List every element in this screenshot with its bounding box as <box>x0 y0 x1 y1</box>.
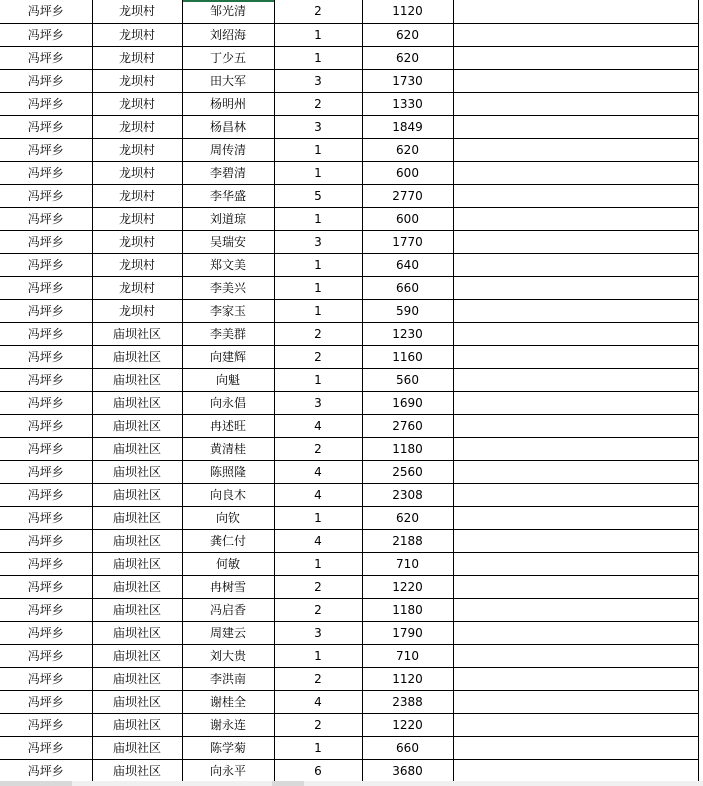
cell-township[interactable]: 冯坪乡 <box>0 184 92 207</box>
table-row <box>0 69 698 92</box>
cell-name[interactable]: 杨明州 <box>182 92 274 115</box>
cell-amount[interactable]: 1330 <box>362 92 453 115</box>
cell-name[interactable]: 陈照隆 <box>182 460 274 483</box>
cell-empty[interactable] <box>453 230 698 253</box>
cell-empty[interactable] <box>453 276 698 299</box>
cell-township[interactable]: 冯坪乡 <box>0 391 92 414</box>
table-row <box>0 713 698 736</box>
cell-amount[interactable]: 1120 <box>362 0 453 23</box>
cell-empty[interactable] <box>453 115 698 138</box>
cell-amount[interactable]: 2308 <box>362 483 453 506</box>
cell-township[interactable]: 冯坪乡 <box>0 23 92 46</box>
cell-count[interactable]: 1 <box>274 506 362 529</box>
cell-empty[interactable] <box>453 598 698 621</box>
cell-empty[interactable] <box>453 667 698 690</box>
cell-empty[interactable] <box>453 621 698 644</box>
cell-village[interactable]: 龙坝村 <box>92 46 182 69</box>
cell-amount[interactable]: 710 <box>362 552 453 575</box>
cell-amount[interactable]: 2560 <box>362 460 453 483</box>
cell-township[interactable]: 冯坪乡 <box>0 368 92 391</box>
cell-township[interactable]: 冯坪乡 <box>0 759 92 782</box>
cell-name[interactable]: 黄清桂 <box>182 437 274 460</box>
cell-name[interactable]: 丁少五 <box>182 46 274 69</box>
cell-empty[interactable] <box>453 506 698 529</box>
cell-village[interactable]: 龙坝村 <box>92 69 182 92</box>
cell-township[interactable]: 冯坪乡 <box>0 115 92 138</box>
table-row <box>0 391 698 414</box>
table-row <box>0 759 698 782</box>
cell-count[interactable]: 4 <box>274 690 362 713</box>
cell-count[interactable]: 2 <box>274 713 362 736</box>
cell-village[interactable]: 庙坝社区 <box>92 345 182 368</box>
cell-amount[interactable]: 1690 <box>362 391 453 414</box>
table-row <box>0 299 698 322</box>
cell-amount[interactable]: 2760 <box>362 414 453 437</box>
table-row <box>0 736 698 759</box>
cell-amount[interactable]: 620 <box>362 138 453 161</box>
cell-village[interactable]: 龙坝村 <box>92 0 182 23</box>
cell-count[interactable]: 2 <box>274 0 362 23</box>
horizontal-scrollbar[interactable] <box>0 781 703 786</box>
table-row <box>0 345 698 368</box>
cell-village[interactable]: 庙坝社区 <box>92 552 182 575</box>
cell-name[interactable]: 冉述旺 <box>182 414 274 437</box>
cell-count[interactable]: 2 <box>274 598 362 621</box>
cell-village[interactable]: 庙坝社区 <box>92 598 182 621</box>
cell-village[interactable]: 庙坝社区 <box>92 529 182 552</box>
cell-township[interactable]: 冯坪乡 <box>0 667 92 690</box>
cell-amount[interactable]: 1180 <box>362 598 453 621</box>
cell-empty[interactable] <box>453 690 698 713</box>
cell-name[interactable]: 刘大贵 <box>182 644 274 667</box>
cell-count[interactable]: 1 <box>274 552 362 575</box>
cell-empty[interactable] <box>453 759 698 782</box>
cell-count[interactable]: 6 <box>274 759 362 782</box>
cell-count[interactable]: 3 <box>274 391 362 414</box>
table-row <box>0 92 698 115</box>
cell-village[interactable]: 庙坝社区 <box>92 644 182 667</box>
table-row <box>0 0 698 23</box>
cell-township[interactable]: 冯坪乡 <box>0 437 92 460</box>
cell-count[interactable]: 1 <box>274 736 362 759</box>
cell-village[interactable]: 龙坝村 <box>92 92 182 115</box>
cell-name[interactable]: 李碧清 <box>182 161 274 184</box>
cell-name[interactable]: 邹光清 <box>182 0 274 23</box>
table-row <box>0 23 698 46</box>
cell-empty[interactable] <box>453 575 698 598</box>
cell-village[interactable]: 庙坝社区 <box>92 506 182 529</box>
cell-name[interactable]: 郑文美 <box>182 253 274 276</box>
cell-empty[interactable] <box>453 322 698 345</box>
cell-name[interactable]: 向魁 <box>182 368 274 391</box>
cell-amount[interactable]: 600 <box>362 207 453 230</box>
cell-count[interactable]: 3 <box>274 621 362 644</box>
cell-empty[interactable] <box>453 92 698 115</box>
table-row <box>0 230 698 253</box>
cell-name[interactable]: 谢桂全 <box>182 690 274 713</box>
cell-township[interactable]: 冯坪乡 <box>0 0 92 23</box>
cell-empty[interactable] <box>453 0 698 23</box>
cell-count[interactable]: 4 <box>274 460 362 483</box>
cell-name[interactable]: 杨昌林 <box>182 115 274 138</box>
cell-township[interactable]: 冯坪乡 <box>0 598 92 621</box>
table-row <box>0 690 698 713</box>
cell-village[interactable]: 龙坝村 <box>92 138 182 161</box>
table-row <box>0 598 698 621</box>
cell-village[interactable]: 龙坝村 <box>92 184 182 207</box>
cell-empty[interactable] <box>453 253 698 276</box>
cell-name[interactable]: 周传清 <box>182 138 274 161</box>
cell-amount[interactable]: 1770 <box>362 230 453 253</box>
cell-amount[interactable]: 1180 <box>362 437 453 460</box>
cell-name[interactable]: 李美群 <box>182 322 274 345</box>
cell-village[interactable]: 庙坝社区 <box>92 437 182 460</box>
table-row <box>0 552 698 575</box>
cell-empty[interactable] <box>453 345 698 368</box>
cell-township[interactable]: 冯坪乡 <box>0 575 92 598</box>
cell-name[interactable]: 李洪南 <box>182 667 274 690</box>
cell-empty[interactable] <box>453 460 698 483</box>
cell-name[interactable]: 田大军 <box>182 69 274 92</box>
cell-amount[interactable]: 640 <box>362 253 453 276</box>
cell-empty[interactable] <box>453 207 698 230</box>
cell-empty[interactable] <box>453 69 698 92</box>
cell-village[interactable]: 庙坝社区 <box>92 460 182 483</box>
cell-village[interactable]: 庙坝社区 <box>92 575 182 598</box>
table-row <box>0 644 698 667</box>
cell-township[interactable]: 冯坪乡 <box>0 253 92 276</box>
cell-name[interactable]: 龚仁付 <box>182 529 274 552</box>
cell-count[interactable]: 2 <box>274 322 362 345</box>
cell-township[interactable]: 冯坪乡 <box>0 345 92 368</box>
cell-count[interactable]: 1 <box>274 161 362 184</box>
cell-township[interactable]: 冯坪乡 <box>0 460 92 483</box>
cell-village[interactable]: 龙坝村 <box>92 207 182 230</box>
cell-count[interactable]: 1 <box>274 644 362 667</box>
cell-amount[interactable]: 1790 <box>362 621 453 644</box>
cell-name[interactable]: 李华盛 <box>182 184 274 207</box>
cell-village[interactable]: 庙坝社区 <box>92 391 182 414</box>
cell-count[interactable]: 1 <box>274 138 362 161</box>
cell-name[interactable]: 周建云 <box>182 621 274 644</box>
table-row <box>0 529 698 552</box>
table-row <box>0 184 698 207</box>
cell-township[interactable]: 冯坪乡 <box>0 736 92 759</box>
cell-village[interactable]: 庙坝社区 <box>92 483 182 506</box>
table-row <box>0 115 698 138</box>
cell-village[interactable]: 庙坝社区 <box>92 621 182 644</box>
cell-amount[interactable]: 1160 <box>362 345 453 368</box>
cell-amount[interactable]: 2188 <box>362 529 453 552</box>
cell-count[interactable]: 4 <box>274 414 362 437</box>
cell-name[interactable]: 陈学菊 <box>182 736 274 759</box>
cell-name[interactable]: 冯启香 <box>182 598 274 621</box>
cell-empty[interactable] <box>453 736 698 759</box>
cell-township[interactable]: 冯坪乡 <box>0 506 92 529</box>
cell-name[interactable]: 李美兴 <box>182 276 274 299</box>
cell-name[interactable]: 何敏 <box>182 552 274 575</box>
table-row <box>0 253 698 276</box>
cell-amount[interactable]: 1220 <box>362 713 453 736</box>
cell-name[interactable]: 李家玉 <box>182 299 274 322</box>
cell-count[interactable]: 1 <box>274 46 362 69</box>
cell-empty[interactable] <box>453 46 698 69</box>
cell-name[interactable]: 向永倡 <box>182 391 274 414</box>
cell-village[interactable]: 庙坝社区 <box>92 667 182 690</box>
cell-empty[interactable] <box>453 529 698 552</box>
cell-count[interactable]: 1 <box>274 23 362 46</box>
cell-township[interactable]: 冯坪乡 <box>0 690 92 713</box>
cell-name[interactable]: 向永平 <box>182 759 274 782</box>
cell-count[interactable]: 2 <box>274 345 362 368</box>
table-row <box>0 276 698 299</box>
cell-name[interactable]: 刘道琼 <box>182 207 274 230</box>
cell-amount[interactable]: 660 <box>362 276 453 299</box>
cell-amount[interactable]: 620 <box>362 23 453 46</box>
cell-empty[interactable] <box>453 552 698 575</box>
cell-count[interactable]: 4 <box>274 529 362 552</box>
cell-name[interactable]: 向良木 <box>182 483 274 506</box>
table-row <box>0 667 698 690</box>
cell-amount[interactable]: 1220 <box>362 575 453 598</box>
cell-count[interactable]: 1 <box>274 368 362 391</box>
cell-township[interactable]: 冯坪乡 <box>0 92 92 115</box>
cell-village[interactable]: 龙坝村 <box>92 115 182 138</box>
table-row <box>0 46 698 69</box>
cell-township[interactable]: 冯坪乡 <box>0 46 92 69</box>
scrollbar-segment <box>272 781 304 786</box>
cell-township[interactable]: 冯坪乡 <box>0 299 92 322</box>
cell-empty[interactable] <box>453 483 698 506</box>
cell-amount[interactable]: 2388 <box>362 690 453 713</box>
table-row <box>0 414 698 437</box>
cell-empty[interactable] <box>453 391 698 414</box>
cell-village[interactable]: 龙坝村 <box>92 161 182 184</box>
cell-count[interactable]: 2 <box>274 92 362 115</box>
cell-count[interactable]: 4 <box>274 483 362 506</box>
cell-empty[interactable] <box>453 184 698 207</box>
cell-count[interactable]: 2 <box>274 437 362 460</box>
cell-empty[interactable] <box>453 437 698 460</box>
cell-amount[interactable]: 620 <box>362 506 453 529</box>
cell-amount[interactable]: 620 <box>362 46 453 69</box>
cell-township[interactable]: 冯坪乡 <box>0 230 92 253</box>
table-row <box>0 506 698 529</box>
cell-township[interactable]: 冯坪乡 <box>0 414 92 437</box>
table-row <box>0 621 698 644</box>
table-row <box>0 460 698 483</box>
cell-amount[interactable]: 1120 <box>362 667 453 690</box>
cell-township[interactable]: 冯坪乡 <box>0 322 92 345</box>
cell-empty[interactable] <box>453 713 698 736</box>
cell-count[interactable]: 3 <box>274 230 362 253</box>
cell-empty[interactable] <box>453 368 698 391</box>
cell-township[interactable]: 冯坪乡 <box>0 621 92 644</box>
cell-name[interactable]: 向建辉 <box>182 345 274 368</box>
cell-township[interactable]: 冯坪乡 <box>0 644 92 667</box>
cell-count[interactable]: 3 <box>274 69 362 92</box>
cell-village[interactable]: 庙坝社区 <box>92 322 182 345</box>
cell-village[interactable]: 庙坝社区 <box>92 368 182 391</box>
table-row <box>0 437 698 460</box>
cell-village[interactable]: 龙坝村 <box>92 230 182 253</box>
cell-empty[interactable] <box>453 161 698 184</box>
cell-village[interactable]: 庙坝社区 <box>92 690 182 713</box>
cell-township[interactable]: 冯坪乡 <box>0 138 92 161</box>
table-row <box>0 322 698 345</box>
cell-amount[interactable]: 590 <box>362 299 453 322</box>
table-row <box>0 207 698 230</box>
cell-empty[interactable] <box>453 299 698 322</box>
cell-amount[interactable]: 1849 <box>362 115 453 138</box>
cell-amount[interactable]: 660 <box>362 736 453 759</box>
cell-township[interactable]: 冯坪乡 <box>0 552 92 575</box>
cell-empty[interactable] <box>453 138 698 161</box>
cell-township[interactable]: 冯坪乡 <box>0 207 92 230</box>
cell-name[interactable]: 刘绍海 <box>182 23 274 46</box>
cell-count[interactable]: 1 <box>274 299 362 322</box>
cell-name[interactable]: 吴瑞安 <box>182 230 274 253</box>
cell-township[interactable]: 冯坪乡 <box>0 483 92 506</box>
cell-name[interactable]: 向钦 <box>182 506 274 529</box>
scrollbar-segment <box>0 781 72 786</box>
cell-count[interactable]: 2 <box>274 575 362 598</box>
cell-name[interactable]: 谢永连 <box>182 713 274 736</box>
cell-township[interactable]: 冯坪乡 <box>0 529 92 552</box>
cell-village[interactable]: 庙坝社区 <box>92 759 182 782</box>
table-row <box>0 368 698 391</box>
cell-village[interactable]: 庙坝社区 <box>92 414 182 437</box>
cell-village[interactable]: 龙坝村 <box>92 23 182 46</box>
cell-count[interactable]: 2 <box>274 667 362 690</box>
cell-village[interactable]: 庙坝社区 <box>92 713 182 736</box>
cell-count[interactable]: 1 <box>274 276 362 299</box>
cell-amount[interactable]: 710 <box>362 644 453 667</box>
table-row <box>0 138 698 161</box>
cell-empty[interactable] <box>453 414 698 437</box>
table-row <box>0 575 698 598</box>
cell-amount[interactable]: 1230 <box>362 322 453 345</box>
cell-village[interactable]: 龙坝村 <box>92 253 182 276</box>
table-row <box>0 161 698 184</box>
cell-township[interactable]: 冯坪乡 <box>0 713 92 736</box>
cell-empty[interactable] <box>453 23 698 46</box>
cell-count[interactable]: 1 <box>274 207 362 230</box>
cell-township[interactable]: 冯坪乡 <box>0 69 92 92</box>
cell-amount[interactable]: 1730 <box>362 69 453 92</box>
cell-amount[interactable]: 600 <box>362 161 453 184</box>
cell-name[interactable]: 冉树雪 <box>182 575 274 598</box>
cell-amount[interactable]: 2770 <box>362 184 453 207</box>
cell-village[interactable]: 庙坝社区 <box>92 736 182 759</box>
cell-village[interactable]: 龙坝村 <box>92 299 182 322</box>
cell-count[interactable]: 5 <box>274 184 362 207</box>
cell-empty[interactable] <box>453 644 698 667</box>
cell-count[interactable]: 1 <box>274 253 362 276</box>
cell-amount[interactable]: 560 <box>362 368 453 391</box>
cell-township[interactable]: 冯坪乡 <box>0 276 92 299</box>
cell-count[interactable]: 3 <box>274 115 362 138</box>
cell-amount[interactable]: 3680 <box>362 759 453 782</box>
cell-township[interactable]: 冯坪乡 <box>0 161 92 184</box>
table-row <box>0 483 698 506</box>
cell-village[interactable]: 龙坝村 <box>92 276 182 299</box>
